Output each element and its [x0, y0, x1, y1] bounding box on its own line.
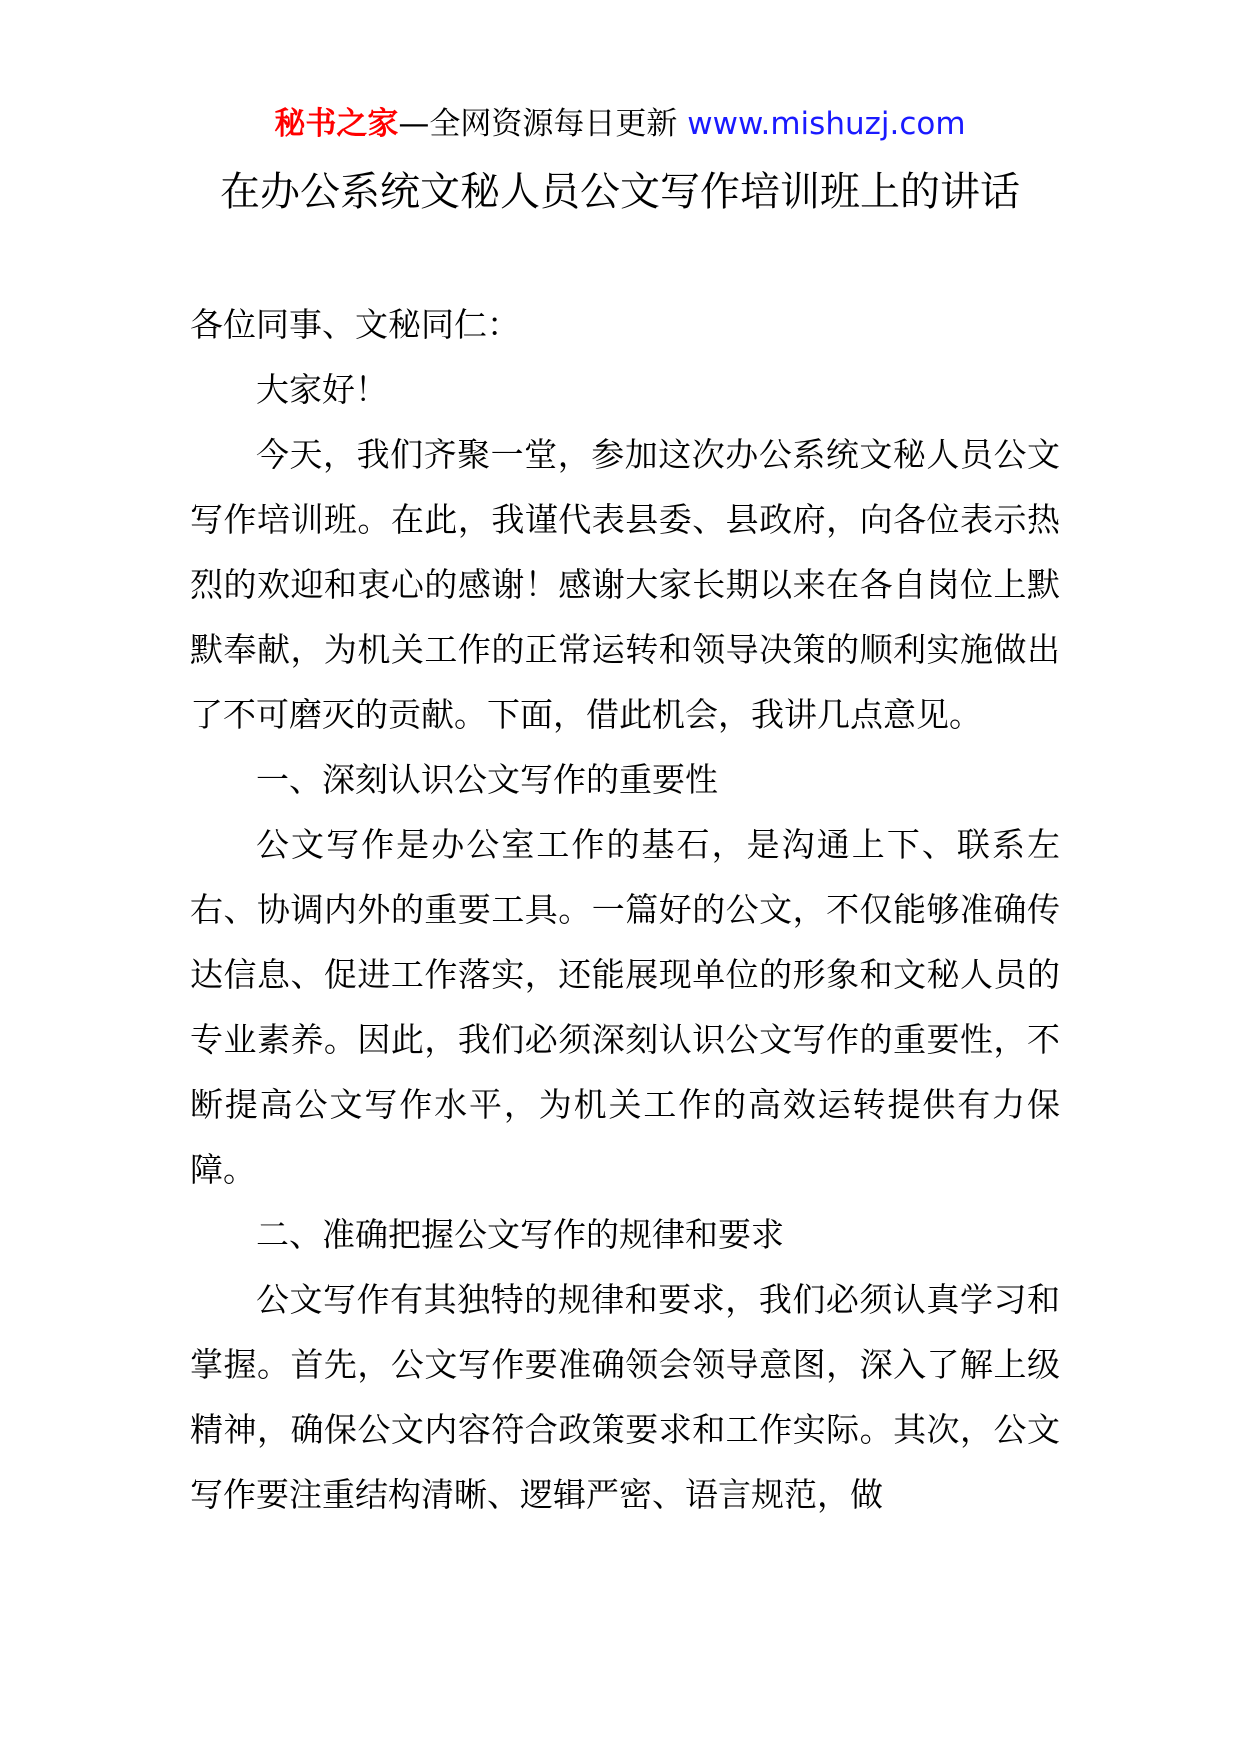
section-heading-1: 一、深刻认识公文写作的重要性 — [256, 760, 718, 799]
greeting: 大家好！ — [256, 370, 388, 409]
site-tagline: —全网资源每日更新 — [398, 106, 688, 142]
section-heading-2: 二、准确把握公文写作的规律和要求 — [256, 1215, 784, 1254]
site-header — [0, 98, 1240, 150]
body-paragraph: 公文写作有其独特的规律和要求，我们必须认真学习和掌握。首先，公文写作要准确领会领导意图，深入了解上级精神，确保公文内容符合政策要求和工作实际。其次，公文写作要注重结构清晰、逻辑严密、语言规范，做 — [190, 1280, 1060, 1514]
body-paragraph: 今天，我们齐聚一堂，参加这次办公系统文秘人员公文写作培训班。在此，我谨代表县委、县政府，向各位表示热烈的欢迎和衷心的感谢！感谢大家长期以来在各自岗位上默默奉献，为机关工作的正常运转和领导决策的顺利实施做出了不可磨灭的贡献。下面，借此机会，我讲几点意见。 — [190, 435, 1060, 734]
site-url-link[interactable]: www.mishuzj.com — [687, 106, 966, 142]
site-brand: 秘书之家 — [274, 106, 399, 142]
document-body — [190, 292, 1060, 1527]
salutation: 各位同事、文秘同仁： — [190, 305, 520, 344]
document-title: 在办公系统文秘人员公文写作培训班上的讲话 — [220, 169, 1020, 215]
body-paragraph: 公文写作是办公室工作的基石，是沟通上下、联系左右、协调内外的重要工具。一篇好的公文，不仅能够准确传达信息、促进工作落实，还能展现单位的形象和文秘人员的专业素养。因此，我们必须深刻认识公文写作的重要性，不断提高公文写作水平，为机关工作的高效运转提供有力保障。 — [190, 825, 1060, 1189]
